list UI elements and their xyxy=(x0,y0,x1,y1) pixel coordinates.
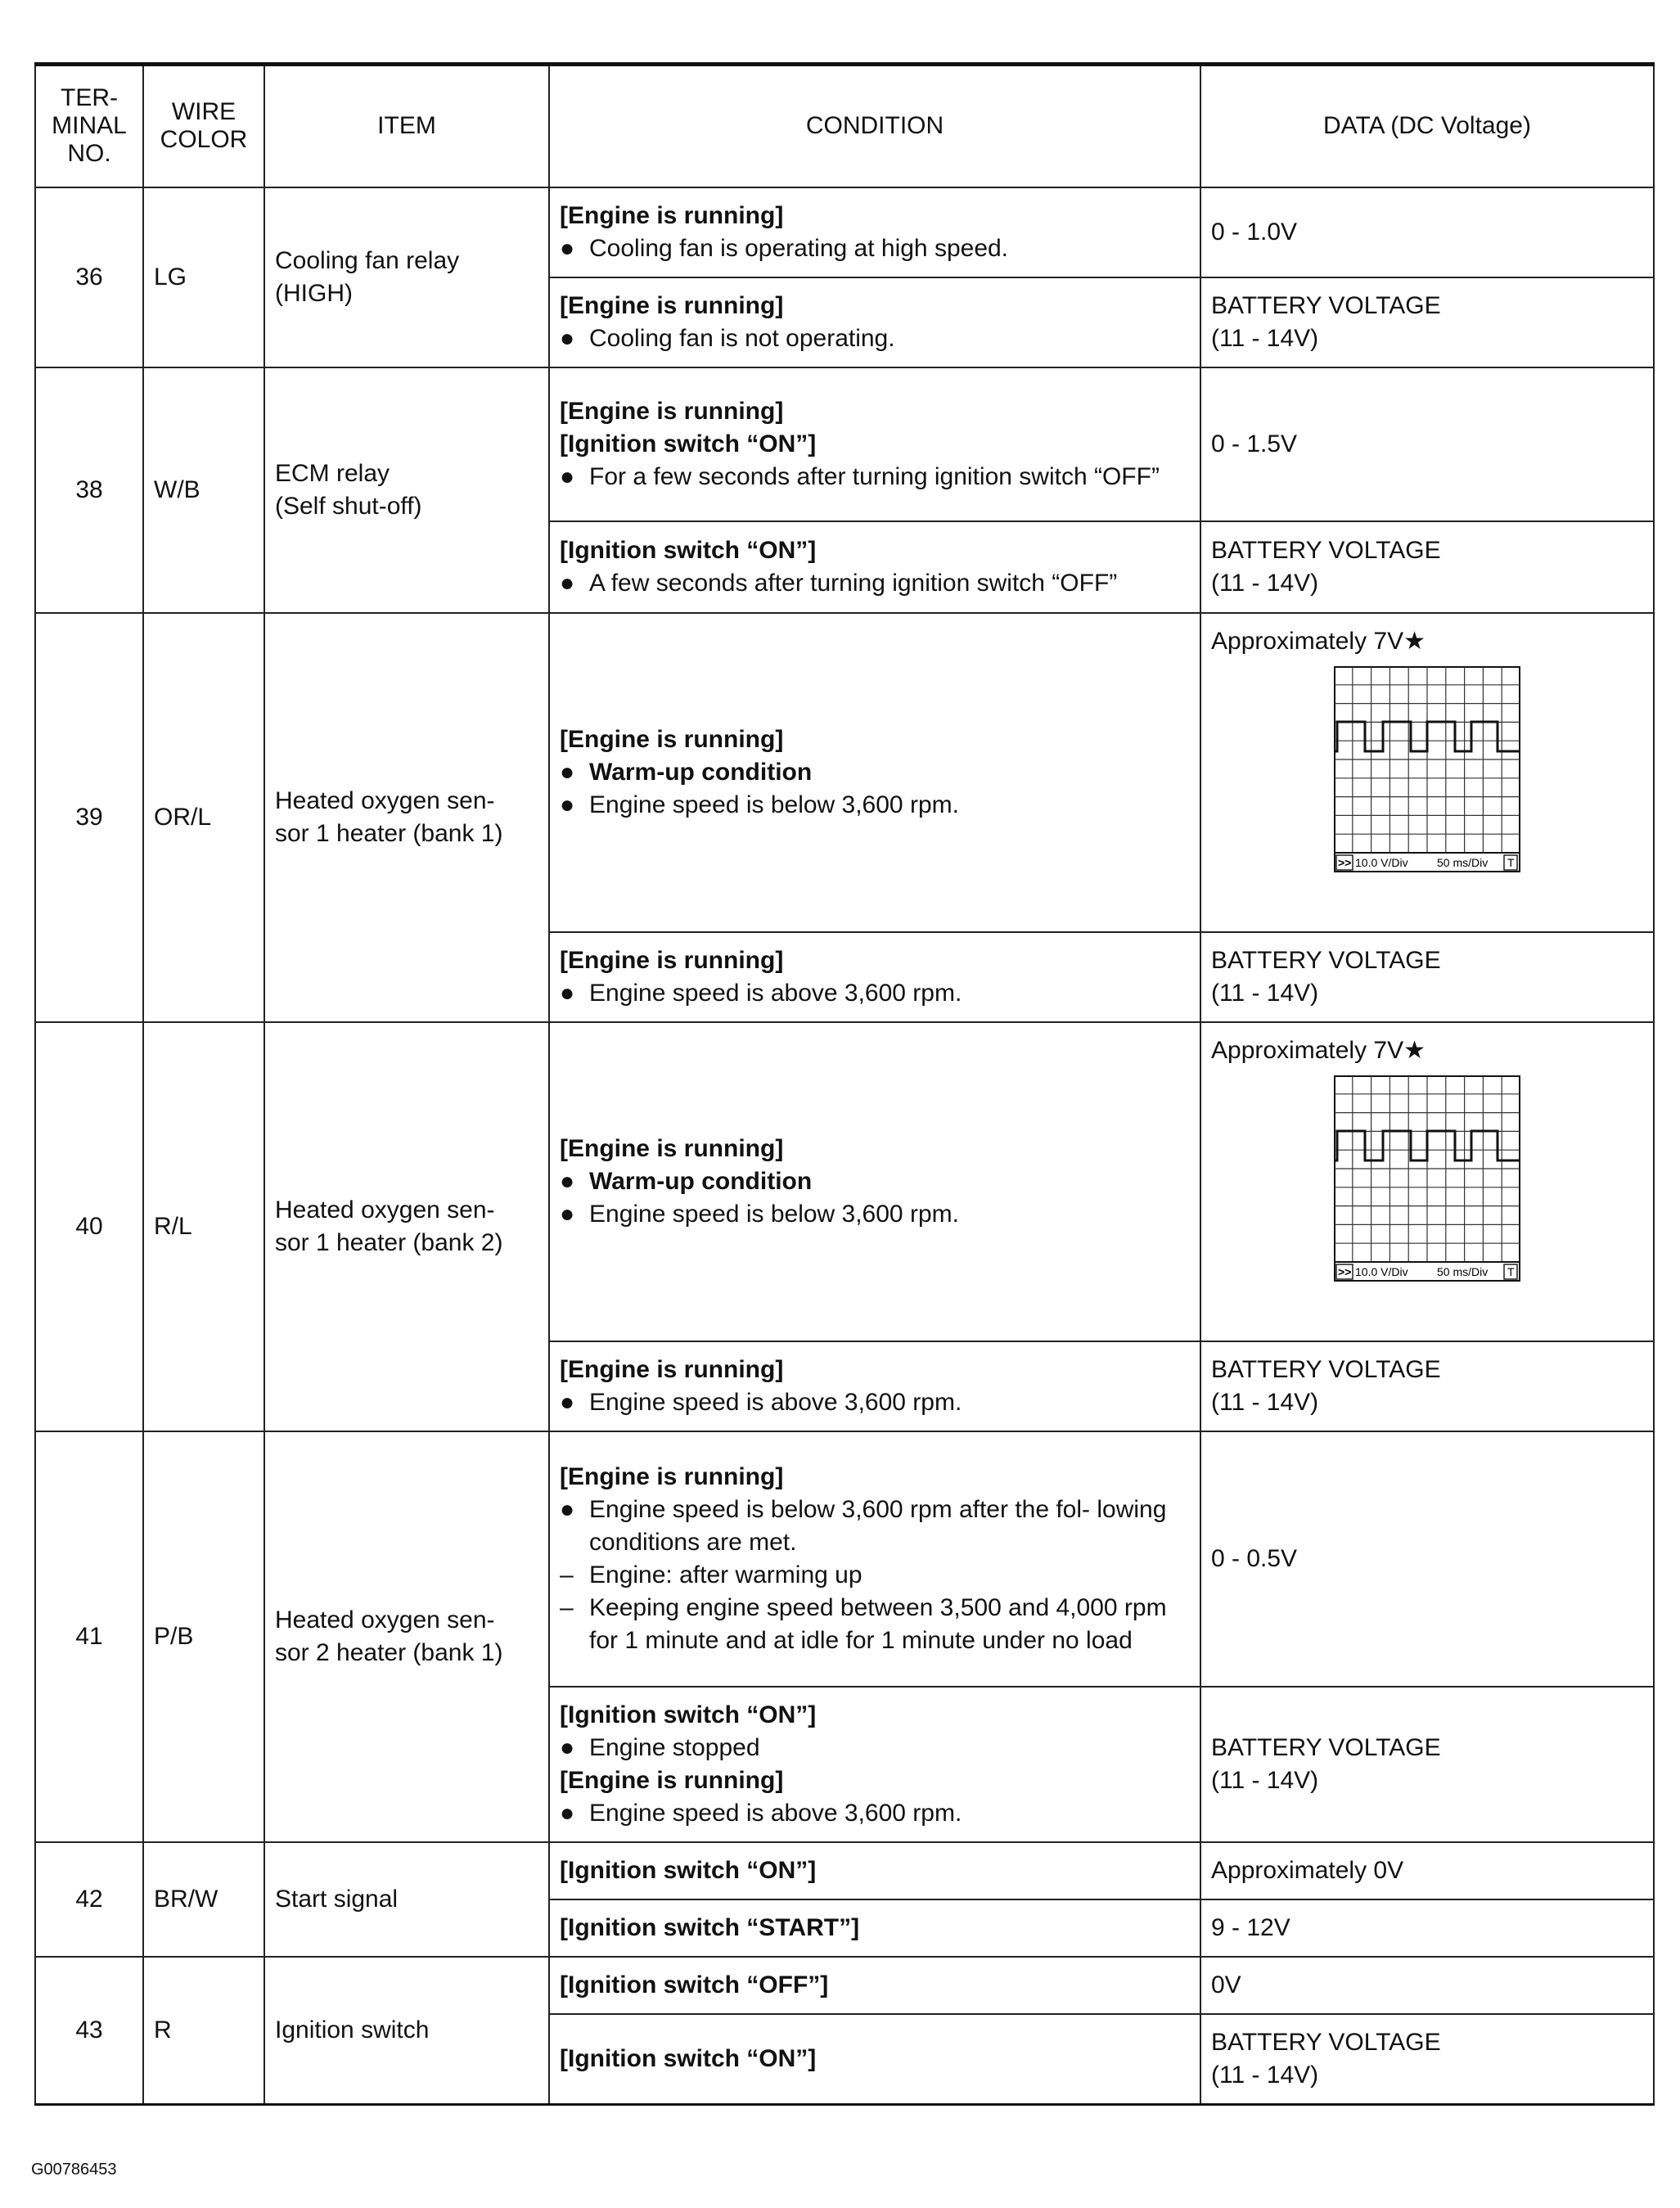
scope-trigger-marker: T xyxy=(1507,855,1515,869)
condition-text: Engine speed is above 3,600 rpm. xyxy=(589,1799,962,1827)
data-value: Approximately 7V★ xyxy=(1211,627,1426,655)
item-line: sor 2 heater (bank 1) xyxy=(275,1638,503,1666)
data-value: 0 - 1.0V xyxy=(1211,218,1298,246)
condition-text: Engine: after warming up xyxy=(589,1561,863,1588)
bullet-marker: ● xyxy=(560,569,575,597)
condition-cell xyxy=(549,1957,1200,2014)
condition-cell xyxy=(549,521,1200,613)
scope-volts-per-div: 10.0 V/Div xyxy=(1355,855,1408,869)
condition-heading: [Ignition switch “ON”] xyxy=(560,536,817,564)
data-voltage-cell xyxy=(1200,613,1654,932)
bullet-marker: ● xyxy=(560,979,575,1007)
item-line: Heated oxygen sen- xyxy=(275,1606,495,1633)
header-terminal xyxy=(35,65,143,187)
wire-color: BR/W xyxy=(143,1842,264,1957)
item-name xyxy=(264,187,549,367)
condition-heading: [Engine is running] xyxy=(560,1134,784,1162)
condition-cell xyxy=(549,613,1200,932)
data-voltage-cell xyxy=(1200,1842,1654,1899)
data-value: (11 - 14V) xyxy=(1211,569,1319,597)
data-value: BATTERY VOLTAGE xyxy=(1211,1733,1441,1761)
terminal-number: 39 xyxy=(35,613,143,1022)
data-voltage-cell xyxy=(1200,521,1654,613)
condition-bullet xyxy=(560,1559,1190,1592)
condition-bullet xyxy=(560,1165,1190,1198)
data-voltage-cell xyxy=(1200,1022,1654,1341)
data-value: (11 - 14V) xyxy=(1211,979,1319,1007)
condition-bullet xyxy=(560,756,1190,789)
data-value: (11 - 14V) xyxy=(1211,1388,1319,1416)
data-value: 0 - 1.5V xyxy=(1211,430,1298,457)
condition-bullet xyxy=(560,1732,1190,1764)
header-terminal-line: NO. xyxy=(67,140,111,168)
header-terminal-line: TER- xyxy=(61,84,118,112)
data-voltage-cell xyxy=(1200,1957,1654,2014)
condition-heading: [Engine is running] xyxy=(560,397,784,425)
condition-text: Engine speed is above 3,600 rpm. xyxy=(589,1388,962,1416)
condition-heading: [Ignition switch “ON”] xyxy=(560,2044,817,2072)
item-line: Heated oxygen sen- xyxy=(275,1196,495,1223)
condition-cell xyxy=(549,277,1200,367)
condition-text: Engine speed is below 3,600 rpm after the fol- lowing conditions are met. xyxy=(589,1495,1167,1556)
data-value: (11 - 14V) xyxy=(1211,324,1319,352)
terminal-number: 42 xyxy=(35,1842,143,1957)
data-value: BATTERY VOLTAGE xyxy=(1211,946,1441,974)
data-value: 0 - 0.5V xyxy=(1211,1544,1298,1572)
terminal-number: 38 xyxy=(35,367,143,613)
scope-time-per-div: 50 ms/Div xyxy=(1437,855,1489,869)
scope-prefix-marker: >> xyxy=(1338,1264,1352,1278)
condition-text: Keeping engine speed between 3,500 and 4,000 rpm for 1 minute and at idle for 1 minute under no load xyxy=(589,1593,1167,1654)
wire-color: W/B xyxy=(143,367,264,613)
condition-heading: [Engine is running] xyxy=(560,946,784,974)
oscilloscope-screen xyxy=(1334,1075,1520,1282)
bullet-marker: ● xyxy=(560,462,575,490)
item-name xyxy=(264,1022,549,1431)
scope-volts-per-div: 10.0 V/Div xyxy=(1355,1264,1408,1278)
bullet-marker: ● xyxy=(560,324,575,352)
data-value: 0V xyxy=(1211,1971,1241,1998)
data-value: BATTERY VOLTAGE xyxy=(1211,2028,1441,2056)
condition-text: A few seconds after turning ignition switch “OFF” xyxy=(589,569,1118,597)
condition-bullet xyxy=(560,1386,1190,1419)
item-line: (Self shut-off) xyxy=(275,492,422,520)
header-item: ITEM xyxy=(264,65,549,187)
scope-time-per-div: 50 ms/Div xyxy=(1437,1264,1489,1278)
condition-cell xyxy=(549,1899,1200,1957)
condition-heading: [Ignition switch “OFF”] xyxy=(560,1971,829,1998)
bullet-marker: – xyxy=(560,1561,574,1588)
condition-cell xyxy=(549,1022,1200,1341)
item-name xyxy=(264,1957,549,2105)
terminal-number: 36 xyxy=(35,187,143,367)
data-voltage-cell xyxy=(1200,277,1654,367)
document-id: G00786453 xyxy=(31,2161,117,2179)
item-line: ECM relay xyxy=(275,459,390,487)
header-wire-line: COLOR xyxy=(160,126,248,154)
condition-bullet xyxy=(560,977,1190,1010)
item-name xyxy=(264,1431,549,1842)
data-voltage-cell xyxy=(1200,187,1654,277)
item-line: sor 1 heater (bank 2) xyxy=(275,1228,503,1256)
oscilloscope-screen xyxy=(1334,666,1520,872)
bullet-marker: ● xyxy=(560,1733,575,1761)
data-value: BATTERY VOLTAGE xyxy=(1211,291,1441,319)
bullet-marker: ● xyxy=(560,1799,575,1827)
bullet-marker: ● xyxy=(560,234,575,262)
condition-bullet xyxy=(560,1797,1190,1830)
condition-heading: [Engine is running] xyxy=(560,291,784,319)
condition-cell xyxy=(549,187,1200,277)
data-voltage-cell xyxy=(1200,1899,1654,1957)
condition-cell xyxy=(549,1687,1200,1842)
condition-heading: [Engine is running] xyxy=(560,1355,784,1383)
terminal-number: 41 xyxy=(35,1431,143,1842)
wire-color: P/B xyxy=(143,1431,264,1842)
condition-heading: [Engine is running] xyxy=(560,1462,784,1490)
wire-color: LG xyxy=(143,187,264,367)
terminal-number: 40 xyxy=(35,1022,143,1431)
condition-bullet xyxy=(560,1494,1190,1559)
condition-heading: [Engine is running] xyxy=(560,725,784,753)
table-row xyxy=(35,187,1654,277)
condition-heading: [Engine is running] xyxy=(560,201,784,229)
data-value: BATTERY VOLTAGE xyxy=(1211,536,1441,564)
data-value: BATTERY VOLTAGE xyxy=(1211,1355,1441,1383)
condition-text: Engine speed is below 3,600 rpm. xyxy=(589,1200,959,1228)
table-body xyxy=(35,187,1654,2105)
condition-heading: [Ignition switch “ON”] xyxy=(560,430,817,457)
bullet-marker: ● xyxy=(560,1495,575,1523)
condition-bullet xyxy=(560,322,1190,355)
wire-color: OR/L xyxy=(143,613,264,1022)
condition-text: Cooling fan is operating at high speed. xyxy=(589,234,1009,262)
data-voltage-cell xyxy=(1200,932,1654,1022)
condition-text: For a few seconds after turning ignition switch “OFF” xyxy=(589,462,1160,490)
bullet-marker: ● xyxy=(560,1167,575,1195)
condition-bullet xyxy=(560,461,1190,493)
terminal-number: 43 xyxy=(35,1957,143,2105)
condition-heading: [Engine is running] xyxy=(560,1766,784,1794)
condition-cell xyxy=(549,367,1200,521)
data-value: (11 - 14V) xyxy=(1211,2061,1319,2089)
data-voltage-cell xyxy=(1200,1341,1654,1431)
item-line: Heated oxygen sen- xyxy=(275,786,495,814)
table-row xyxy=(35,367,1654,521)
item-name xyxy=(264,367,549,613)
bullet-marker: – xyxy=(560,1593,574,1621)
table-row xyxy=(35,1431,1654,1687)
table-header xyxy=(35,65,1654,187)
condition-heading: [Ignition switch “START”] xyxy=(560,1913,860,1941)
item-line: Cooling fan relay xyxy=(275,246,460,274)
bullet-marker: ● xyxy=(560,1388,575,1416)
bullet-marker: ● xyxy=(560,791,575,818)
bullet-marker: ● xyxy=(560,1200,575,1228)
data-value: (11 - 14V) xyxy=(1211,1766,1319,1794)
condition-bullet xyxy=(560,232,1190,265)
condition-cell xyxy=(549,1341,1200,1431)
bullet-marker: ● xyxy=(560,758,575,786)
scope-trigger-marker: T xyxy=(1507,1264,1515,1278)
data-voltage-cell xyxy=(1200,1431,1654,1687)
table-row xyxy=(35,1022,1654,1341)
item-name xyxy=(264,613,549,1022)
data-voltage-cell xyxy=(1200,1687,1654,1842)
condition-heading: [Ignition switch “ON”] xyxy=(560,1856,817,1884)
condition-text: Engine speed is below 3,600 rpm. xyxy=(589,791,959,818)
condition-cell xyxy=(549,1842,1200,1899)
data-voltage-cell xyxy=(1200,367,1654,521)
item-line: Start signal xyxy=(275,1885,399,1913)
condition-text: Cooling fan is not operating. xyxy=(589,324,895,352)
table-row xyxy=(35,613,1654,932)
header-terminal-line: MINAL xyxy=(52,112,127,140)
condition-bullet xyxy=(560,1198,1190,1231)
condition-cell xyxy=(549,932,1200,1022)
data-value: Approximately 7V★ xyxy=(1211,1036,1426,1064)
condition-bullet xyxy=(560,1592,1190,1657)
item-line: Ignition switch xyxy=(275,2016,430,2044)
header-wire-color xyxy=(143,65,264,187)
condition-text: Engine speed is above 3,600 rpm. xyxy=(589,979,962,1007)
item-line: (HIGH) xyxy=(275,279,353,307)
condition-bullet xyxy=(560,567,1190,600)
header-condition: CONDITION xyxy=(549,65,1200,187)
condition-heading: [Ignition switch “ON”] xyxy=(560,1701,817,1728)
item-name xyxy=(264,1842,549,1957)
wire-color: R/L xyxy=(143,1022,264,1431)
oscilloscope-waveform xyxy=(1334,1075,1643,1282)
data-value: 9 - 12V xyxy=(1211,1913,1290,1941)
condition-text: Warm-up condition xyxy=(589,758,813,786)
table-row xyxy=(35,1842,1654,1899)
wire-color: R xyxy=(143,1957,264,2105)
header-data: DATA (DC Voltage) xyxy=(1200,65,1654,187)
condition-bullet xyxy=(560,789,1190,822)
oscilloscope-waveform xyxy=(1334,666,1643,872)
table-row xyxy=(35,1957,1654,2014)
scope-prefix-marker: >> xyxy=(1338,855,1352,869)
condition-cell xyxy=(549,2014,1200,2105)
spec-table-container xyxy=(34,62,1653,2106)
item-line: sor 1 heater (bank 1) xyxy=(275,819,503,847)
condition-cell xyxy=(549,1431,1200,1687)
condition-text: Engine stopped xyxy=(589,1733,760,1761)
condition-text: Warm-up condition xyxy=(589,1167,813,1195)
ecm-terminal-table xyxy=(34,62,1655,2106)
data-voltage-cell xyxy=(1200,2014,1654,2105)
header-wire-line: WIRE xyxy=(171,98,236,126)
data-value: Approximately 0V xyxy=(1211,1856,1404,1884)
